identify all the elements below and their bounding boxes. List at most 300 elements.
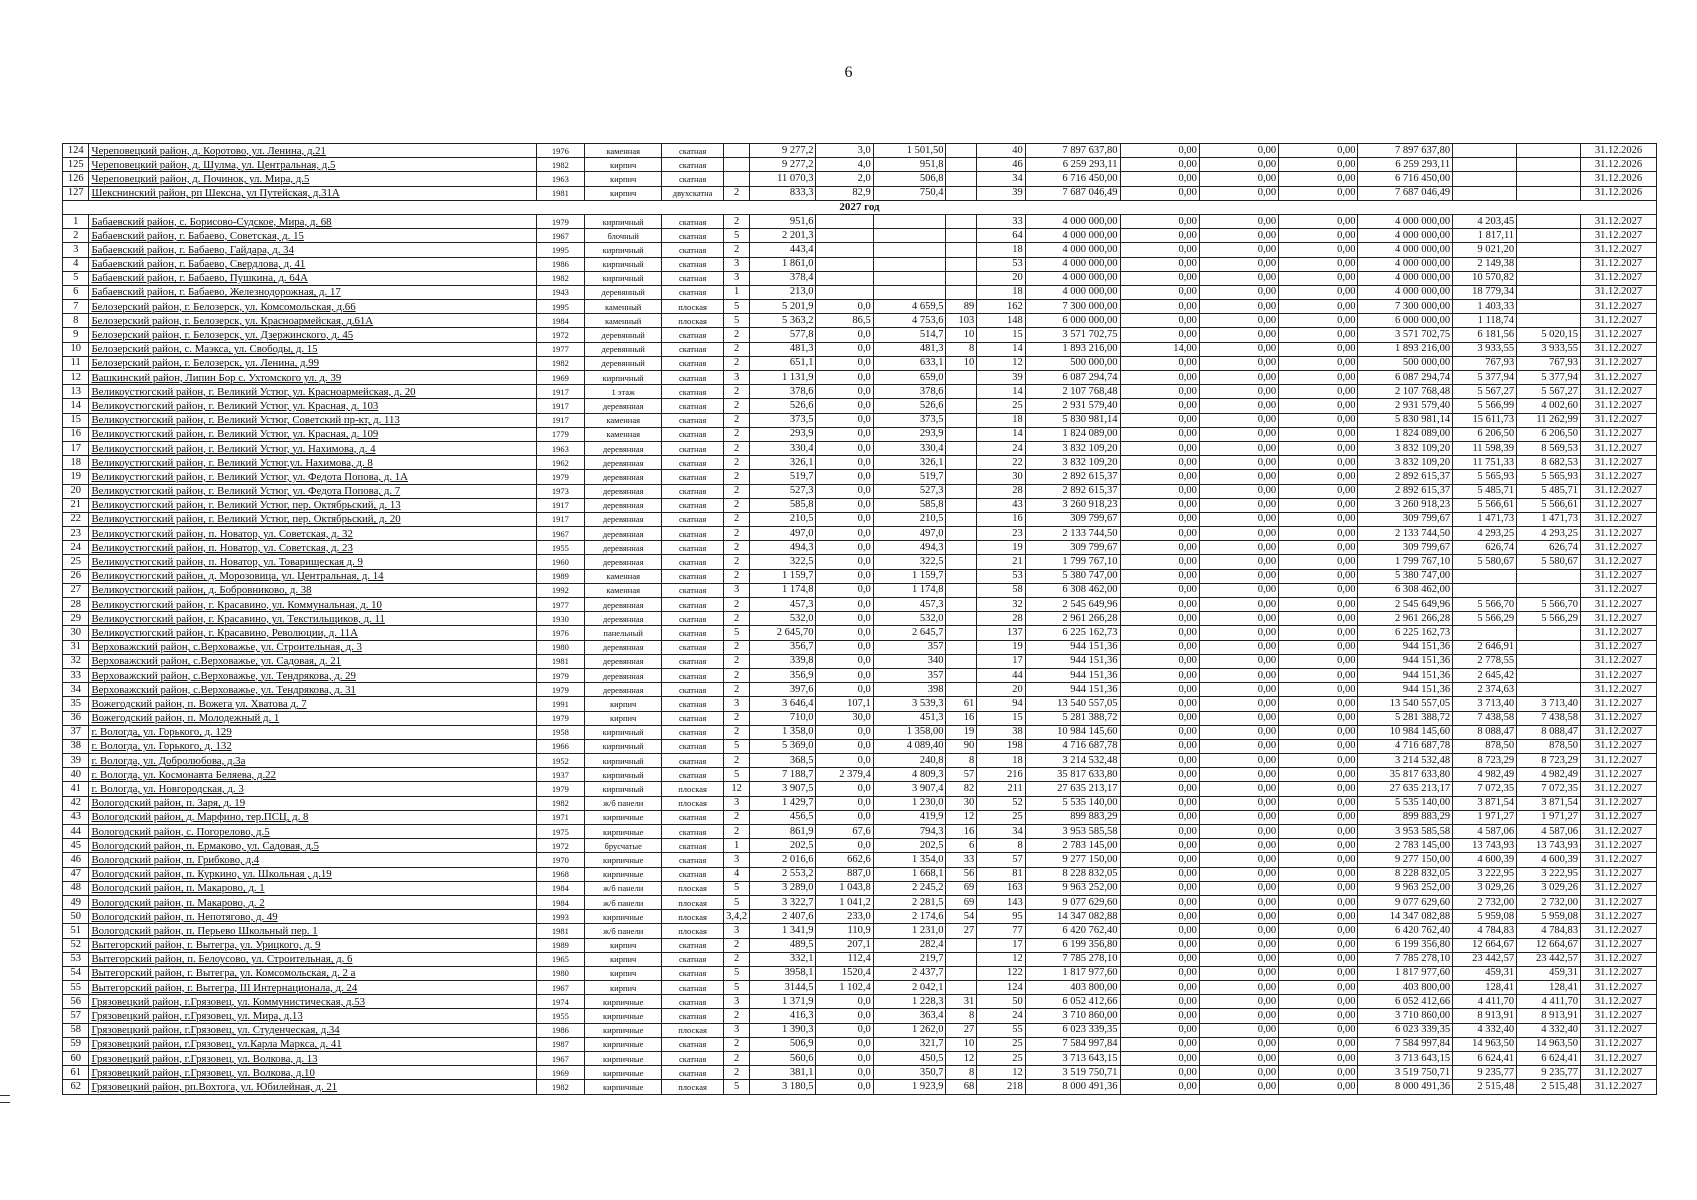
table-cell: 321,7: [873, 1037, 946, 1051]
table-cell: 5 566,99: [1453, 399, 1517, 413]
table-cell: 2: [723, 243, 749, 257]
table-cell: 0,00: [1279, 172, 1358, 186]
table-row: [63, 186, 1657, 200]
table-cell: 1 262,0: [873, 1023, 946, 1037]
table-cell: 0,00: [1199, 796, 1278, 810]
table-cell: 0,00: [1199, 1023, 1278, 1037]
table-cell: 26: [63, 569, 89, 583]
table-cell: 3 832 109,20: [1025, 441, 1120, 455]
table-cell: кирпичный: [585, 768, 662, 782]
table-cell: 4 784,83: [1453, 924, 1517, 938]
table-cell: 861,9: [750, 825, 816, 839]
table-cell: 4: [723, 867, 749, 881]
table-cell: 5 830 981,14: [1025, 413, 1120, 427]
table-cell: 2: [723, 328, 749, 342]
table-cell: 31.12.2027: [1580, 796, 1656, 810]
table-cell: Великоустюгский район, г. Великий Устюг, Советский пр-кт, д. 113: [89, 413, 536, 427]
table-cell: 110,9: [816, 924, 873, 938]
table-cell: 30,0: [816, 711, 873, 725]
table-cell: 3 519 750,71: [1358, 1066, 1453, 1080]
table-cell: 1 043,8: [816, 881, 873, 895]
table-cell: скатная: [662, 498, 724, 512]
table-cell: деревянный: [585, 328, 662, 342]
table-cell: скатная: [662, 711, 724, 725]
table-cell: 9 963 252,00: [1025, 881, 1120, 895]
table-cell: 0,00: [1279, 385, 1358, 399]
table-cell: 17: [977, 938, 1025, 952]
table-cell: 40: [63, 768, 89, 782]
table-cell: 3 571 702,75: [1358, 328, 1453, 342]
table-cell: 23: [977, 527, 1025, 541]
table-cell: 2: [723, 683, 749, 697]
table-cell: 767,93: [1453, 356, 1517, 370]
table-cell: 6 225 162,73: [1025, 626, 1120, 640]
table-cell: 1 429,7: [750, 796, 816, 810]
table-cell: 1 041,2: [816, 895, 873, 909]
table-cell: 1970: [536, 853, 584, 867]
table-cell: 0,00: [1120, 1066, 1199, 1080]
table-row: [63, 1052, 1657, 1066]
table-cell: 0,00: [1199, 214, 1278, 228]
table-cell: [1517, 583, 1581, 597]
table-cell: 31.12.2027: [1580, 754, 1656, 768]
table-cell: [946, 186, 977, 200]
table-cell: Великоустюгский район, г. Великий Устюг, пер. Октябрьский, д. 13: [89, 498, 536, 512]
table-cell: 5: [723, 881, 749, 895]
table-cell: [1517, 640, 1581, 654]
table-cell: 3 710 860,00: [1025, 1009, 1120, 1023]
table-cell: Вытегорский район, г. Вытегра, III Интернационала, д. 24: [89, 981, 536, 995]
table-cell: 9 235,77: [1517, 1066, 1581, 1080]
table-cell: 2 379,4: [816, 768, 873, 782]
table-cell: [946, 470, 977, 484]
table-cell: Бабаевский район, г. Бабаево, Пушкина, д. 64А: [89, 271, 536, 285]
table-cell: 0,00: [1120, 498, 1199, 512]
table-cell: [946, 498, 977, 512]
table-cell: 27 635 213,17: [1358, 782, 1453, 796]
table-cell: 2: [723, 356, 749, 370]
table-cell: 0,00: [1279, 825, 1358, 839]
table-cell: деревянная: [585, 498, 662, 512]
table-cell: 48: [63, 881, 89, 895]
table-cell: 0,00: [1279, 583, 1358, 597]
table-cell: Бабаевский район, г. Бабаево, Свердлова, д. 41: [89, 257, 536, 271]
table-cell: 3 646,4: [750, 697, 816, 711]
table-cell: 3 519 750,71: [1025, 1066, 1120, 1080]
table-cell: [946, 668, 977, 682]
table-cell: 944 151,36: [1358, 640, 1453, 654]
table-cell: 2: [723, 668, 749, 682]
table-cell: 5 959,08: [1517, 910, 1581, 924]
table-cell: 1991: [536, 697, 584, 711]
table-cell: 20: [977, 271, 1025, 285]
table-cell: 198: [977, 739, 1025, 753]
table-cell: 6 000 000,00: [1358, 314, 1453, 328]
table-cell: 2: [723, 385, 749, 399]
table-cell: 3 222,95: [1517, 867, 1581, 881]
table-cell: 0,00: [1279, 1052, 1358, 1066]
table-cell: 0,0: [816, 1052, 873, 1066]
table-cell: [946, 541, 977, 555]
table-cell: 944 151,36: [1358, 654, 1453, 668]
table-cell: 0,0: [816, 640, 873, 654]
table-cell: 2 133 744,50: [1358, 527, 1453, 541]
table-cell: 2 645,42: [1453, 668, 1517, 682]
table-cell: 5: [723, 1080, 749, 1094]
table-cell: 3 832 109,20: [1358, 441, 1453, 455]
table-cell: 13: [63, 385, 89, 399]
table-cell: [816, 285, 873, 299]
table-cell: 0,00: [1279, 654, 1358, 668]
table-cell: 3 907,4: [873, 782, 946, 796]
table-cell: двухскатна: [662, 186, 724, 200]
table-cell: кирпичный: [585, 371, 662, 385]
table-cell: 5 380 747,00: [1358, 569, 1453, 583]
table-cell: 2: [723, 640, 749, 654]
table-cell: 0,0: [816, 598, 873, 612]
table-cell: 1 354,0: [873, 853, 946, 867]
table-cell: 5: [723, 768, 749, 782]
table-cell: 2: [723, 598, 749, 612]
table-cell: 633,1: [873, 356, 946, 370]
table-cell: 0,00: [1199, 399, 1278, 413]
table-cell: 373,5: [873, 413, 946, 427]
table-cell: 0,00: [1120, 924, 1199, 938]
table-cell: кирпич: [585, 952, 662, 966]
table-cell: 0,00: [1199, 825, 1278, 839]
table-cell: 18 779,34: [1453, 285, 1517, 299]
table-cell: 124: [63, 144, 89, 158]
table-cell: 0,00: [1120, 981, 1199, 995]
table-cell: Великоустюгский район, г. Красавино, ул. Текстильщиков, д. 11: [89, 612, 536, 626]
table-cell: 0,00: [1279, 328, 1358, 342]
table-cell: 2 545 649,96: [1025, 598, 1120, 612]
table-cell: г. Вологда, ул. Космонавта Беляева, д.22: [89, 768, 536, 782]
table-cell: [946, 285, 977, 299]
table-cell: 128,41: [1453, 981, 1517, 995]
table-cell: 6 023 339,35: [1025, 1023, 1120, 1037]
table-cell: скатная: [662, 725, 724, 739]
table-cell: скатная: [662, 598, 724, 612]
table-cell: 3 933,55: [1517, 342, 1581, 356]
table-cell: 0,00: [1279, 1066, 1358, 1080]
table-cell: 1984: [536, 314, 584, 328]
table-cell: [816, 271, 873, 285]
table-cell: 6 624,41: [1517, 1052, 1581, 1066]
table-cell: 2: [723, 711, 749, 725]
table-row: [63, 229, 1657, 243]
table-cell: 33: [63, 668, 89, 682]
table-cell: 15 611,73: [1453, 413, 1517, 427]
table-cell: 1520,4: [816, 966, 873, 980]
table-cell: 32: [63, 654, 89, 668]
table-cell: 7 897 637,80: [1358, 144, 1453, 158]
table-cell: 5 535 140,00: [1025, 796, 1120, 810]
table-cell: 56: [63, 995, 89, 1009]
table-cell: 357: [873, 668, 946, 682]
table-row: [63, 456, 1657, 470]
table-cell: 12: [977, 952, 1025, 966]
table-cell: 0,0: [816, 300, 873, 314]
table-cell: 4,0: [816, 158, 873, 172]
table-cell: скатная: [662, 768, 724, 782]
table-cell: 3 214 532,48: [1358, 754, 1453, 768]
table-cell: 31.12.2027: [1580, 314, 1656, 328]
table-cell: 0,00: [1120, 399, 1199, 413]
table-cell: 9 077 629,60: [1025, 895, 1120, 909]
table-cell: 6 308 462,00: [1358, 583, 1453, 597]
table-cell: 0,00: [1199, 981, 1278, 995]
table-cell: 2: [723, 413, 749, 427]
table-cell: 216: [977, 768, 1025, 782]
table-cell: 0,00: [1199, 910, 1278, 924]
table-cell: 416,3: [750, 1009, 816, 1023]
table-cell: 899 883,29: [1358, 810, 1453, 824]
table-row: [63, 825, 1657, 839]
table-row: [63, 754, 1657, 768]
table-cell: 57: [63, 1009, 89, 1023]
table-cell: 626,74: [1453, 541, 1517, 555]
table-cell: кирпичный: [585, 754, 662, 768]
table-cell: 1984: [536, 881, 584, 895]
table-cell: 18: [977, 243, 1025, 257]
table-row: [63, 782, 1657, 796]
table-cell: 18: [977, 413, 1025, 427]
table-cell: 53: [977, 257, 1025, 271]
table-cell: 6: [946, 839, 977, 853]
table-cell: 2,0: [816, 172, 873, 186]
table-cell: 7 584 997,84: [1358, 1037, 1453, 1051]
table-cell: 31.12.2027: [1580, 385, 1656, 399]
table-cell: 39: [977, 371, 1025, 385]
table-cell: кирпич: [585, 186, 662, 200]
table-cell: 357: [873, 640, 946, 654]
table-cell: 107,1: [816, 697, 873, 711]
table-cell: 0,00: [1120, 782, 1199, 796]
table-cell: 1962: [536, 456, 584, 470]
table-cell: 19: [946, 725, 977, 739]
table-cell: 339,8: [750, 654, 816, 668]
table-cell: 13 743,93: [1517, 839, 1581, 853]
table-cell: 0,00: [1199, 441, 1278, 455]
table-cell: 0,00: [1199, 810, 1278, 824]
table-cell: 944 151,36: [1025, 640, 1120, 654]
table-cell: 1 403,33: [1453, 300, 1517, 314]
table-cell: скатная: [662, 754, 724, 768]
table-cell: 1993: [536, 910, 584, 924]
table-cell: 31.12.2027: [1580, 1052, 1656, 1066]
table-cell: Великоустюгский район, г. Великий Устюг,ул. Нахимова, д. 8: [89, 456, 536, 470]
table-cell: 25: [977, 1037, 1025, 1051]
table-cell: 4 332,40: [1517, 1023, 1581, 1037]
table-cell: 10 984 145,60: [1358, 725, 1453, 739]
table-cell: 59: [63, 1037, 89, 1051]
table-cell: 2 783 145,00: [1025, 839, 1120, 853]
table-cell: 3 710 860,00: [1358, 1009, 1453, 1023]
table-cell: 0,00: [1279, 314, 1358, 328]
table-cell: 38: [63, 739, 89, 753]
table-cell: 0,00: [1120, 1009, 1199, 1023]
table-cell: 9 277 150,00: [1025, 853, 1120, 867]
table-cell: 27: [946, 924, 977, 938]
table-row: [63, 739, 1657, 753]
table-cell: 10: [63, 342, 89, 356]
table-cell: 0,00: [1120, 612, 1199, 626]
table-cell: [1453, 158, 1517, 172]
table-row: [63, 300, 1657, 314]
table-cell: 0,00: [1199, 938, 1278, 952]
table-cell: деревянный: [585, 285, 662, 299]
table-cell: Вытегорский район, г. Вытегра, ул. Комсомольская, д. 2 а: [89, 966, 536, 980]
table-cell: Великоустюгский район, г. Великий Устюг, ул. Красная, д. 103: [89, 399, 536, 413]
table-cell: 31.12.2027: [1580, 470, 1656, 484]
table-cell: 6 225 162,73: [1358, 626, 1453, 640]
table-cell: плоская: [662, 895, 724, 909]
table-cell: 8: [946, 754, 977, 768]
table-cell: 1965: [536, 952, 584, 966]
table-cell: 31.12.2027: [1580, 569, 1656, 583]
table-cell: 309 799,67: [1358, 512, 1453, 526]
table-cell: 89: [946, 300, 977, 314]
table-cell: 148: [977, 314, 1025, 328]
table-cell: Вологодский район, п. Макарово, д. 2: [89, 895, 536, 909]
table-cell: 1 371,9: [750, 995, 816, 1009]
table-cell: 3144,5: [750, 981, 816, 995]
table-cell: 0,00: [1279, 640, 1358, 654]
table-row: [63, 271, 1657, 285]
table-cell: скатная: [662, 555, 724, 569]
table-cell: скатная: [662, 825, 724, 839]
table-cell: 1917: [536, 512, 584, 526]
table-cell: 0,0: [816, 995, 873, 1009]
table-cell: 31.12.2027: [1580, 1066, 1656, 1080]
table-cell: 21: [63, 498, 89, 512]
table-cell: 2 437,7: [873, 966, 946, 980]
table-cell: 28: [977, 484, 1025, 498]
table-cell: 2 645,70: [750, 626, 816, 640]
table-cell: 207,1: [816, 938, 873, 952]
table-cell: 0,00: [1199, 754, 1278, 768]
table-cell: 1943: [536, 285, 584, 299]
table-cell: скатная: [662, 441, 724, 455]
table-cell: 31.12.2027: [1580, 1080, 1656, 1094]
table-cell: 31.12.2027: [1580, 910, 1656, 924]
table-cell: 60: [63, 1052, 89, 1066]
table-cell: 202,5: [873, 839, 946, 853]
table-cell: 8 723,29: [1453, 754, 1517, 768]
table-cell: 57: [977, 853, 1025, 867]
table-cell: 2: [723, 555, 749, 569]
table-cell: 35: [63, 697, 89, 711]
table-cell: 378,6: [750, 385, 816, 399]
table-cell: 1980: [536, 640, 584, 654]
table-cell: 4 000 000,00: [1025, 285, 1120, 299]
table-cell: 4 000 000,00: [1025, 229, 1120, 243]
table-cell: скатная: [662, 342, 724, 356]
table-cell: 4 000 000,00: [1025, 271, 1120, 285]
table-cell: Вологодский район, п. Куркино, ул. Школьная , д.19: [89, 867, 536, 881]
table-cell: 4 000 000,00: [1025, 214, 1120, 228]
table-cell: 1 358,0: [750, 725, 816, 739]
table-cell: 0,0: [816, 498, 873, 512]
table-cell: 1917: [536, 498, 584, 512]
table-cell: [873, 229, 946, 243]
table-row: [63, 356, 1657, 370]
table-cell: 12: [63, 371, 89, 385]
table-cell: 6 087 294,74: [1358, 371, 1453, 385]
table-cell: [1517, 158, 1581, 172]
table-cell: 0,00: [1199, 328, 1278, 342]
table-cell: 0,00: [1279, 853, 1358, 867]
table-cell: 31.12.2027: [1580, 881, 1656, 895]
table-cell: 767,93: [1517, 356, 1581, 370]
table-cell: ж/б панели: [585, 924, 662, 938]
table-cell: 0,0: [816, 782, 873, 796]
table-cell: 31.12.2027: [1580, 938, 1656, 952]
table-cell: 2 892 615,37: [1358, 484, 1453, 498]
table-cell: 0,0: [816, 810, 873, 824]
table-cell: кирпич: [585, 172, 662, 186]
table-cell: 3 713,40: [1517, 697, 1581, 711]
table-cell: 0,00: [1279, 796, 1358, 810]
table-cell: 31.12.2027: [1580, 342, 1656, 356]
table-cell: 1967: [536, 1052, 584, 1066]
table-cell: 20: [63, 484, 89, 498]
table-cell: 9 277 150,00: [1358, 853, 1453, 867]
table-cell: 2 646,91: [1453, 640, 1517, 654]
table-cell: Великоустюгский район, п. Новатор, ул. Товарищеская д. 9: [89, 555, 536, 569]
table-cell: 8 569,53: [1517, 441, 1581, 455]
table-cell: 31.12.2027: [1580, 654, 1656, 668]
table-cell: [816, 257, 873, 271]
table-cell: 0,00: [1279, 569, 1358, 583]
table-cell: [946, 981, 977, 995]
table-cell: 0,00: [1120, 598, 1199, 612]
table-cell: 527,3: [873, 484, 946, 498]
table-cell: [1453, 186, 1517, 200]
table-cell: плоская: [662, 881, 724, 895]
table-cell: [946, 158, 977, 172]
table-cell: 794,3: [873, 825, 946, 839]
table-cell: 0,00: [1199, 1066, 1278, 1080]
table-cell: 5: [723, 300, 749, 314]
table-cell: 481,3: [873, 342, 946, 356]
table-cell: 350,7: [873, 1066, 946, 1080]
table-cell: 29: [63, 612, 89, 626]
table-cell: скатная: [662, 867, 724, 881]
table-cell: 18: [977, 285, 1025, 299]
table-cell: 31.12.2027: [1580, 527, 1656, 541]
table-cell: 0,00: [1199, 456, 1278, 470]
table-cell: 459,31: [1517, 966, 1581, 980]
table-cell: 1958: [536, 725, 584, 739]
table-cell: 61: [946, 697, 977, 711]
table-cell: 218: [977, 1080, 1025, 1094]
table-cell: 3 222,95: [1453, 867, 1517, 881]
table-cell: 0,0: [816, 484, 873, 498]
table-cell: 0,00: [1120, 668, 1199, 682]
table-cell: [723, 172, 749, 186]
table-cell: 3 029,26: [1517, 881, 1581, 895]
table-cell: 50: [977, 995, 1025, 1009]
table-cell: 69: [946, 895, 977, 909]
table-cell: 750,4: [873, 186, 946, 200]
table-cell: 19: [977, 541, 1025, 555]
table-cell: 0,0: [816, 1080, 873, 1094]
table-cell: 2: [723, 1052, 749, 1066]
table-cell: 2 545 649,96: [1358, 598, 1453, 612]
table-cell: 0,0: [816, 456, 873, 470]
